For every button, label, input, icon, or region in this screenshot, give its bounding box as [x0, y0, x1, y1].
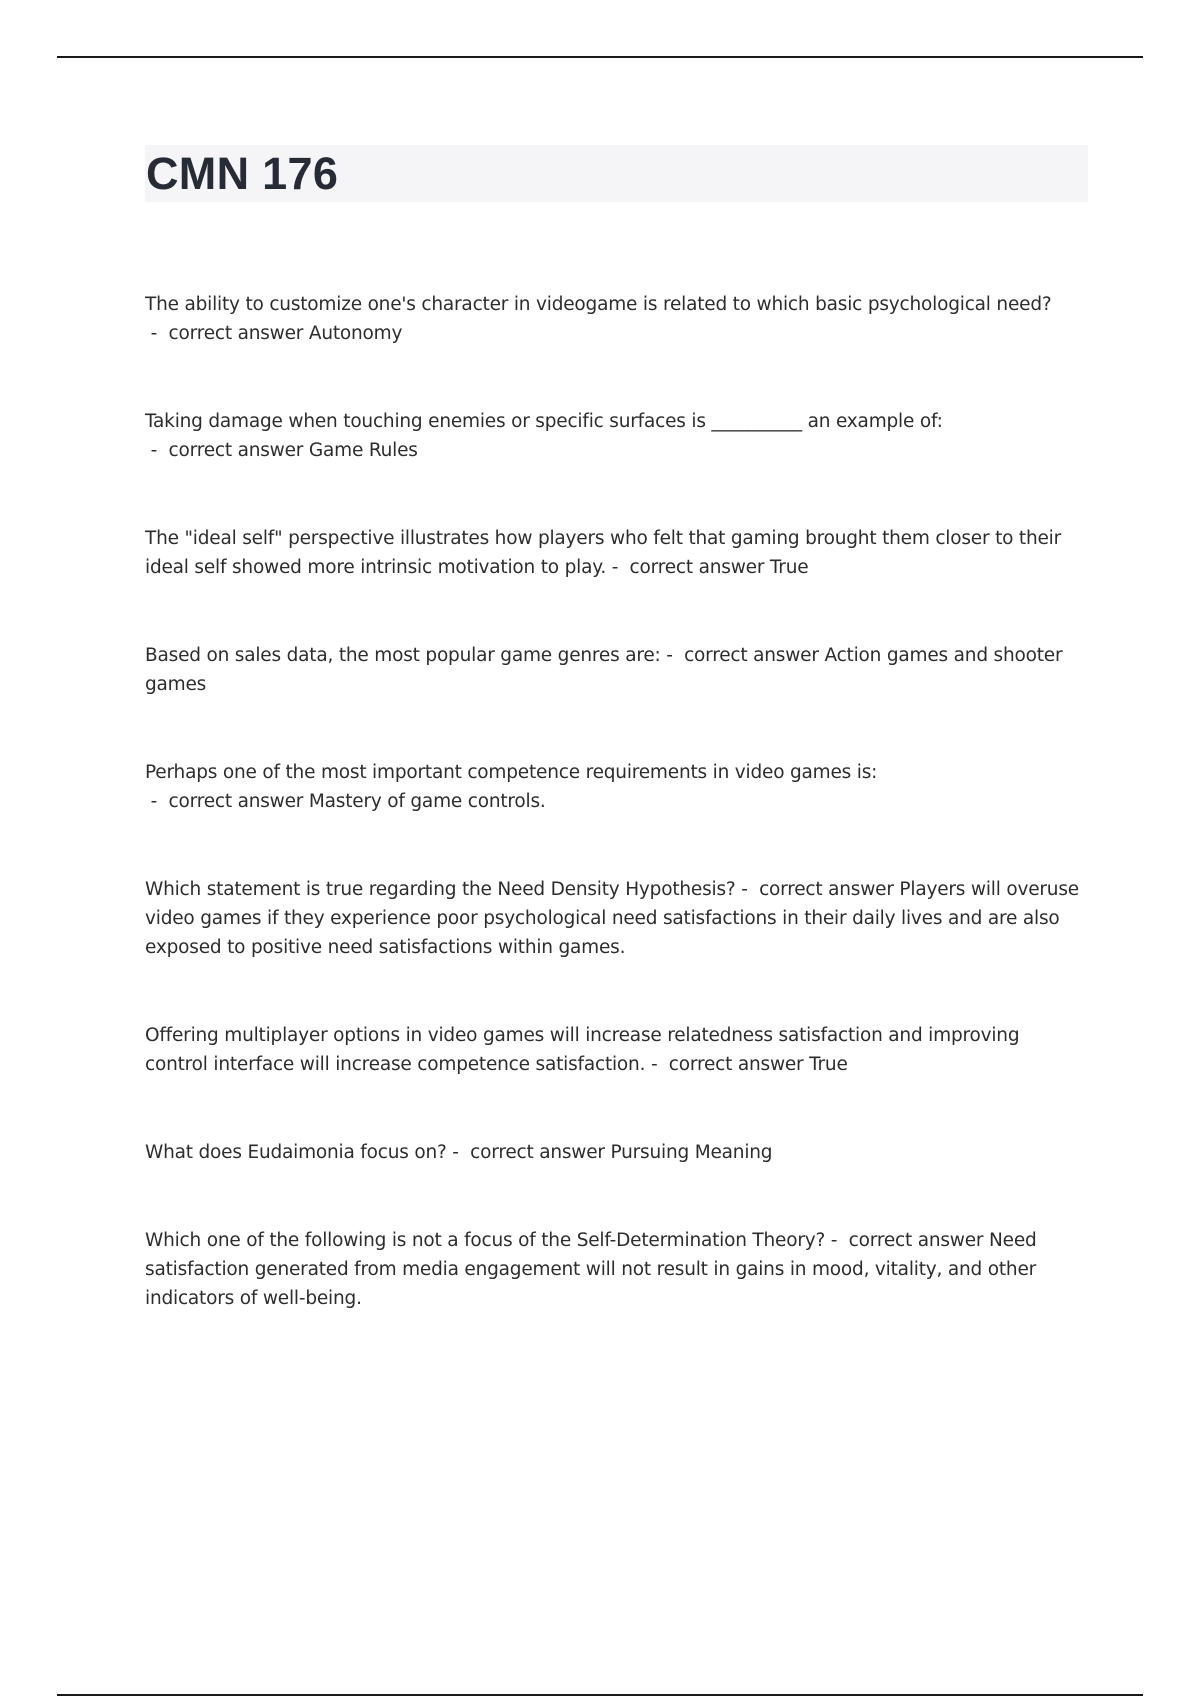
- qa-item: [145, 758, 1085, 816]
- question-text: What does Eudaimonia focus on?: [145, 1142, 447, 1163]
- qa-item: [145, 641, 1085, 699]
- qa-item: [145, 524, 1085, 582]
- answer-text: Players will overuse video games if they experience poor psychological need satisfactions in their daily lives and are also exposed to positive need satisfactions within games.: [145, 879, 1079, 958]
- answer-text: Need satisfaction generated from media engagement will not result in gains in mood, vitality, and other indicators of well-being.: [145, 1230, 1037, 1309]
- question-text: Perhaps one of the most important competence requirements in video games is:: [145, 762, 878, 783]
- answer-marker: - correct answer: [446, 1142, 611, 1163]
- answer-marker: - correct answer: [145, 323, 309, 344]
- question-text: Offering multiplayer options in video games will increase relatedness satisfaction and improving control interface will increase competence satisfaction.: [145, 1025, 1020, 1075]
- answer-text: Game Rules: [308, 440, 418, 461]
- answer-text: Action games and shooter games: [145, 645, 1063, 695]
- question-text: Based on sales data, the most popular game genres are:: [145, 645, 661, 666]
- answer-marker: - correct answer: [606, 557, 770, 578]
- qa-item: [145, 290, 1085, 348]
- page-title: CMN 176: [146, 148, 339, 199]
- answer-text: Autonomy: [308, 323, 403, 344]
- qa-item: [145, 875, 1085, 962]
- answer-text: Pursuing Meaning: [610, 1142, 773, 1163]
- answer-marker: - correct answer: [660, 645, 825, 666]
- qa-item: [145, 1226, 1085, 1313]
- answer-marker: - correct answer: [145, 791, 309, 812]
- answer-marker: - correct answer: [145, 440, 309, 461]
- answer-marker: - correct answer: [645, 1054, 810, 1075]
- qa-item: [145, 1021, 1085, 1079]
- qa-list: [145, 290, 1085, 1372]
- question-text: Taking damage when touching enemies or specific surfaces is __________ an example of:: [145, 411, 943, 432]
- answer-marker: - correct answer: [825, 1230, 989, 1251]
- question-text: The "ideal self" perspective illustrates how players who felt that gaming brought them closer to their ideal self showed more intrinsic motivation to play.: [145, 528, 1062, 578]
- answer-marker: - correct answer: [735, 879, 900, 900]
- question-text: Which one of the following is not a focus of the Self-Determination Theory?: [145, 1230, 826, 1251]
- answer-text: True: [809, 1054, 848, 1075]
- bottom-rule: [57, 1694, 1143, 1696]
- question-text: Which statement is true regarding the Need Density Hypothesis?: [145, 879, 736, 900]
- answer-text: Mastery of game controls.: [308, 791, 546, 812]
- qa-item: [145, 1138, 1085, 1167]
- question-text: The ability to customize one's character in videogame is related to which basic psychological need?: [145, 294, 1052, 315]
- qa-item: [145, 407, 1085, 465]
- answer-text: True: [769, 557, 809, 578]
- top-rule: [57, 56, 1143, 58]
